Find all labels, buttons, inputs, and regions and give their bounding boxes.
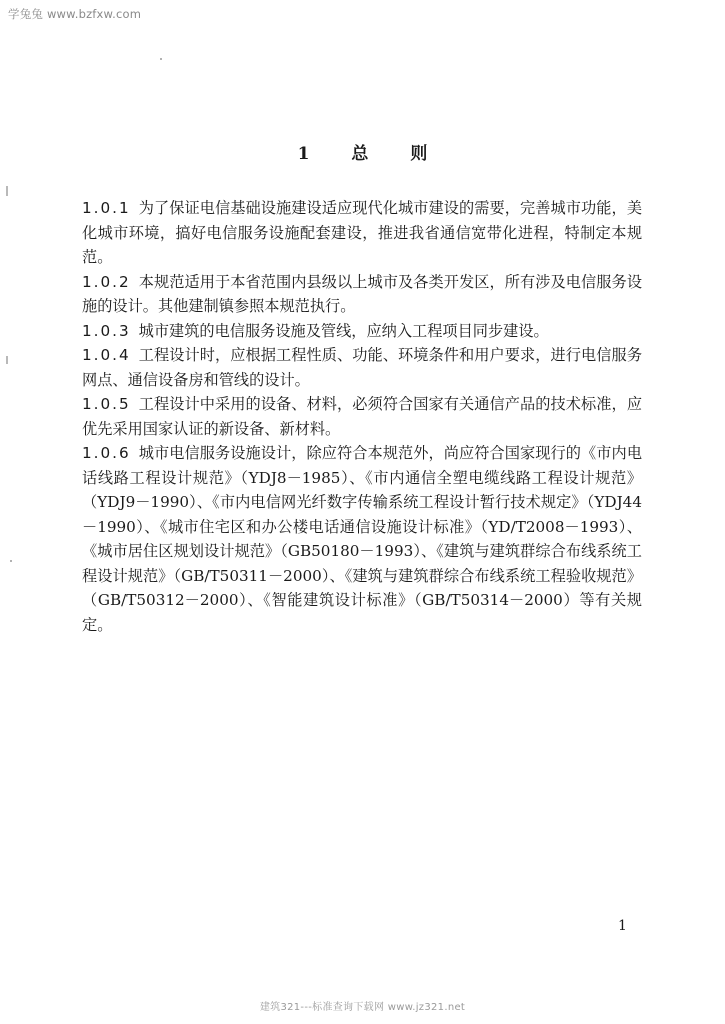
clause-1-0-6	[82, 441, 642, 637]
clause-number: 1.0.5	[82, 395, 131, 413]
scan-margin-mark	[6, 356, 8, 364]
page-title-text: 1 总 则	[297, 144, 446, 164]
clause-text: 城市建筑的电信服务设施及管线，应纳入工程项目同步建设。	[138, 321, 549, 340]
clause-text: 工程设计中采用的设备、材料，必须符合国家有关通信产品的技术标准，应优先采用国家认证的新设备、新材料。	[82, 395, 642, 438]
clause-1-0-1	[82, 196, 642, 270]
clause-1-0-3	[82, 319, 642, 344]
bottom-watermark: 建筑321---标准查询下载网 www.jz321.net	[259, 1002, 466, 1013]
clause-1-0-4	[82, 343, 642, 392]
clause-number: 1.0.3	[82, 321, 131, 340]
page-number: 1	[618, 918, 627, 934]
scan-speck	[160, 58, 162, 60]
scan-speck	[10, 560, 12, 562]
clause-number: 1.0.1	[82, 199, 131, 217]
clause-number: 1.0.4	[82, 346, 131, 364]
clause-list	[82, 196, 642, 637]
clause-number: 1.0.2	[82, 272, 131, 291]
clause-text: 工程设计时，应根据工程性质、功能、环境条件和用户要求，进行电信服务网点、通信设备房和管线的设计。	[82, 346, 642, 389]
clause-1-0-5	[82, 392, 642, 441]
clause-number: 1.0.6	[82, 444, 131, 462]
clause-text: 本规范适用于本省范围内县级以上城市及各类开发区，所有涉及电信服务设施的设计。其他建制镇参照本规范执行。	[82, 272, 642, 315]
page-title	[0, 139, 725, 164]
top-watermark: 学兔兔 www.bzfxw.com	[8, 7, 142, 21]
clause-1-0-2	[82, 270, 642, 319]
clause-text: 城市电信服务设施设计，除应符合本规范外，尚应符合国家现行的《市内电话线路工程设计规范》（YDJ8－1985）、《市内通信全塑电缆线路工程设计规范》（YDJ9－1990）、《市内电信网光纤数字传输系统工程设计暂行技术规定》（YDJ44－1990）、《城市住宅区和办公楼电话通信设施设计标准》（YD/T2008－1993）、《城市居住区规划设计规范》（GB50180－1993）、《建筑与建筑群综合布线系统工程设计规范》（GB/T50311－2000）、《建筑与建筑群综合布线系统工程验收规范》（GB/T50312－2000）、《智能建筑设计标准》（GB/T50314－2000）等有关规定。	[82, 444, 642, 634]
clause-text: 为了保证电信基础设施建设适应现代化城市建设的需要，完善城市功能，美化城市环境，搞好电信服务设施配套建设，推进我省通信宽带化进程，特制定本规范。	[82, 199, 642, 266]
scan-margin-mark	[6, 186, 8, 196]
